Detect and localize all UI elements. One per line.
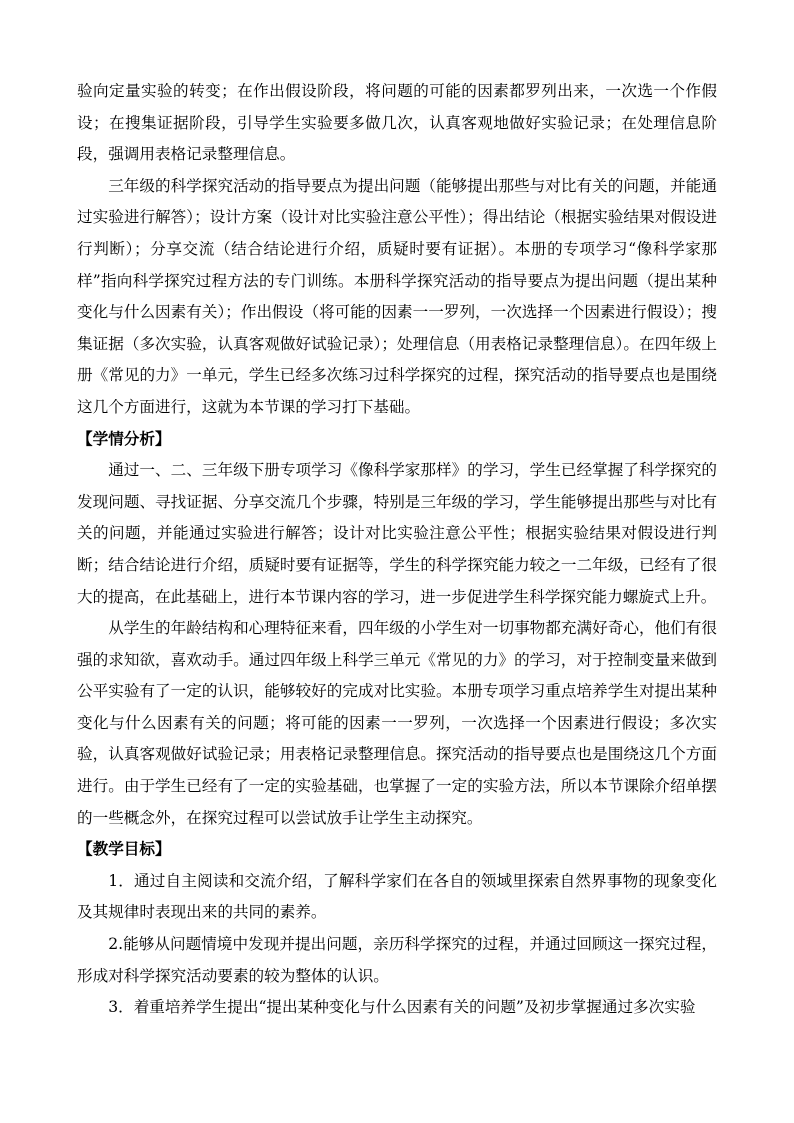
teaching-goal-item-3: 3．着重培养学生提出“提出某种变化与什么因素有关的问题”及初步掌握通过多次实验 [108, 998, 696, 1017]
teaching-goals-heading: 【教学目标】 [77, 840, 171, 859]
teaching-goal-item-2: 2.能够从问题情境中发现并提出问题，亲历科学探究的过程，并通过回顾这一探究过程，形成对科学探究活动要素的较为整体的认识。 [77, 935, 717, 985]
learner-analysis-paragraph-2: 从学生的年龄结构和心理特征来看，四年级的小学生对一切事物都充满好奇心，他们有很强的求知欲，喜欢动手。通过四年级上科学三单元《常见的力》的学习，对于控制变量来做到公平实验有了一定的认识，能够较好的完成对比实验。本册专项学习重点培养学生对提出某种变化与什么因素有关的问题；将可能的因素一一罗列，一次选择一个因素进行假设；多次实验，认真客观做好试验记录；用表格记录整理信息。探究活动的指导要点也是围绕这几个方面进行。由于学生已经有了一定的实验基础，也掌握了一定的实验方法，所以本节课除介绍单摆的一些概念外，在探究过程可以尝试放手让学生主动探究。 [77, 619, 717, 827]
learner-analysis-paragraph-1: 通过一、二、三年级下册专项学习《像科学家那样》的学习，学生已经掌握了科学探究的发现问题、寻找证据、分享交流几个步骤，特别是三年级的学习，学生能够提出那些与对比有关的问题，并能通过实验进行解答；设计对比实验注意公平性；根据实验结果对假设进行判断；结合结论进行介绍，质疑时要有证据等，学生的科学探究能力较之一二年级，已经有了很大的提高，在此基础上，进行本节课内容的学习，进一步促进学生科学探究能力螺旋式上升。 [77, 461, 717, 606]
intro-paragraph-2: 三年级的科学探究活动的指导要点为提出问题（能够提出那些与对比有关的问题，并能通过实验进行解答）；设计方案（设计对比实验注意公平性）；得出结论（根据实验结果对假设进行判断）；分享交流（结合结论进行介绍，质疑时要有证据）。本册的专项学习“像科学家那样”指向科学探究过程方法的专门训练。本册科学探究活动的指导要点为提出问题（提出某种变化与什么因素有关）；作出假设（将可能的因素一一罗列，一次选择一个因素进行假设）；搜集证据（多次实验，认真客观做好试验记录）；处理信息（用表格记录整理信息）。在四年级上册《常见的力》一单元，学生已经多次练习过科学探究的过程，探究活动的指导要点也是围绕这几个方面进行，这就为本节课的学习打下基础。 [77, 176, 717, 416]
teaching-goal-item-1: 1．通过自主阅读和交流介绍，了解科学家们在各自的领域里探索自然界事物的现象变化及其规律时表现出来的共同的素养。 [77, 871, 717, 922]
document-page [77, 76, 717, 1024]
intro-continuation-paragraph: 验向定量实验的转变；在作出假设阶段，将问题的可能的因素都罗列出来，一次选一个作假设；在搜集证据阶段，引导学生实验要多做几次，认真客观地做好实验记录；在处理信息阶段，强调用表格记录整理信息。 [77, 82, 717, 164]
learner-analysis-heading: 【学情分析】 [77, 429, 171, 448]
